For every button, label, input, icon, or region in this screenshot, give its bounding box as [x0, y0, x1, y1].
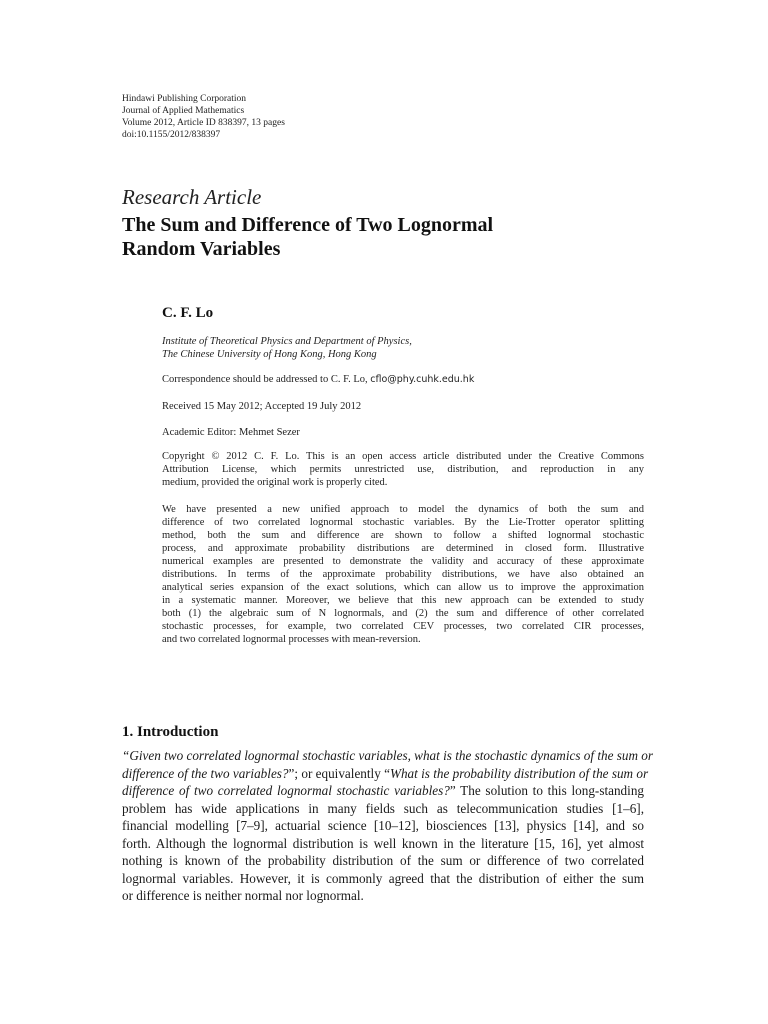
- intro-line: “Given two correlated lognormal stochastic variables, what is the stochastic dynamics of the sum or: [122, 748, 653, 763]
- affiliation-line-1: Institute of Theoretical Physics and Department of Physics,: [162, 336, 412, 347]
- intro-connector-text: ” The solution to this long-standing: [449, 783, 645, 798]
- academic-editor: Academic Editor: Mehmet Sezer: [162, 427, 300, 438]
- abstract-line: method, both the sum and difference are shown to follow a shifted lognormal stochastic: [162, 530, 644, 541]
- intro-line: nothing is known of the probability distribution of the sum or difference of two correlated: [122, 853, 644, 868]
- intro-line: forth. Although the lognormal distribution is well known in the literature [15, 16], yet almost: [122, 835, 644, 851]
- copyright-line: Copyright © 2012 C. F. Lo. This is an open access article distributed under the Creative Commons: [162, 451, 644, 462]
- title-line-1: The Sum and Difference of Two Lognormal: [122, 214, 494, 236]
- introduction-paragraph: [122, 747, 653, 905]
- copyright-notice: [162, 450, 644, 489]
- intro-line: [122, 765, 649, 783]
- correspondence-email: cflo@phy.cuhk.edu.hk: [370, 374, 475, 385]
- intro-line: financial modelling [7–9], actuarial science [10–12], biosciences [13], physics [14], and so: [122, 818, 644, 833]
- intro-line: lognormal variables. However, it is commonly agreed that the distribution of either the sum: [122, 870, 644, 886]
- abstract-line: and two correlated lognormal processes with mean-reversion.: [162, 634, 421, 645]
- intro-line: or difference is neither normal nor lognormal.: [122, 888, 364, 903]
- section-heading-introduction: 1. Introduction: [122, 724, 219, 740]
- abstract-line: process, and approximate probability distributions are determined in closed form. Illustrative: [162, 543, 644, 554]
- abstract-line: We have presented a new unified approach to model the dynamics of both the sum and: [162, 504, 644, 515]
- copyright-line: Attribution License, which permits unrestricted use, distribution, and reproduction in any: [162, 464, 644, 475]
- author-name: C. F. Lo: [162, 305, 214, 321]
- affiliation-line-2: The Chinese University of Hong Kong, Hong Kong: [162, 349, 377, 360]
- abstract: [162, 503, 644, 646]
- journal-header: [122, 93, 285, 141]
- affiliation: [162, 335, 412, 361]
- paper-title: [122, 213, 642, 261]
- received-dates: Received 15 May 2012; Accepted 19 July 2012: [162, 401, 362, 412]
- volume-info: Volume 2012, Article ID 838397, 13 pages: [122, 118, 285, 128]
- intro-question-text: difference of the two variables?: [122, 765, 289, 781]
- correspondence: [162, 374, 474, 385]
- journal-name: Journal of Applied Mathematics: [122, 106, 245, 116]
- publisher-name: Hindawi Publishing Corporation: [122, 94, 247, 104]
- intro-question-text: difference of two correlated lognormal stochastic variables?: [122, 783, 450, 798]
- article-type: Research Article: [122, 185, 262, 209]
- abstract-line: stochastic processes, for example, two correlated CEV processes, two correlated CIR processes,: [162, 621, 644, 632]
- intro-line: problem has wide applications in many fields such as telecommunication studies [1–6],: [122, 800, 644, 816]
- copyright-line: medium, provided the original work is properly cited.: [162, 477, 388, 488]
- doi: doi:10.1155/2012/838397: [122, 130, 221, 140]
- abstract-line: numerical examples are presented to demonstrate the validity and accuracy of these approximate: [162, 556, 644, 567]
- abstract-line: distributions. In terms of the approximate probability distributions, we have also obtained an: [162, 569, 644, 580]
- intro-question-text: What is the probability distribution of the sum or: [389, 765, 649, 781]
- abstract-line: difference of two correlated lognormal stochastic variables. By the Lie-Trotter operator splitting: [162, 517, 644, 528]
- title-line-2: Random Variables: [122, 238, 281, 260]
- intro-connector-text: ”; or equivalently “: [288, 765, 390, 781]
- abstract-line: both (1) the algebraic sum of N lognormals, and (2) the sum and difference of other correlated: [162, 608, 644, 619]
- abstract-line: analytical series expansion of the exact solutions, which can allow us to improve the approximation: [162, 582, 644, 593]
- intro-line: [122, 782, 644, 800]
- correspondence-text: Correspondence should be addressed to C. F. Lo,: [162, 374, 368, 385]
- abstract-line: in a systematic manner. Moreover, we believe that this new approach can be extended to study: [162, 595, 644, 606]
